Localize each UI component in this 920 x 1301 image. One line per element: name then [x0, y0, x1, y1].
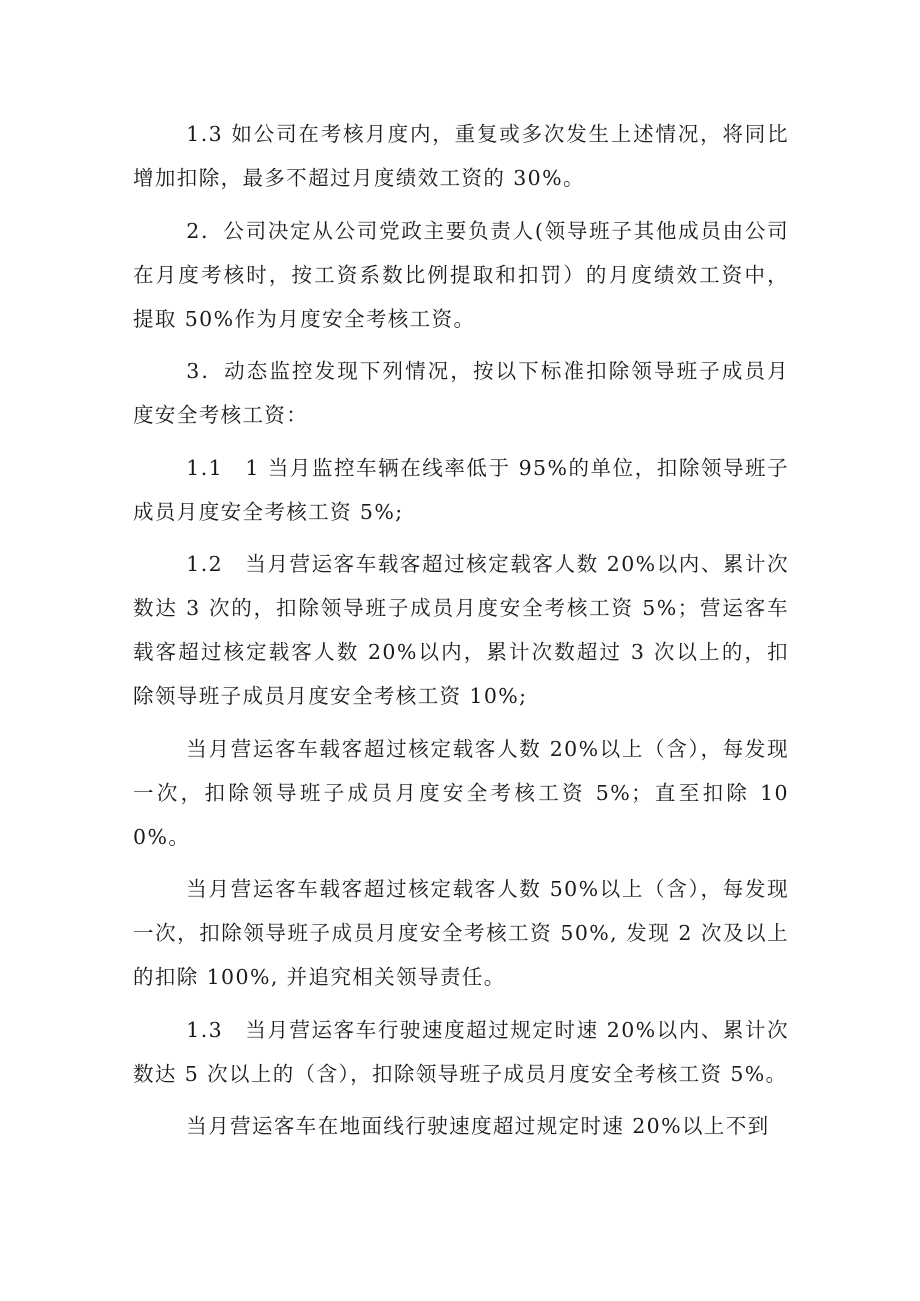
paragraph-2-safety-salary: 2．公司决定从公司党政主要负责人(领导班子其他成员由公司在月度考核时，按工资系数比例提取和扣罚）的月度绩效工资中，提取 50%作为月度安全考核工资。: [133, 218, 789, 331]
paragraph-1-3-repeat-deduction: 1.3 如公司在考核月度内，重复或多次发生上述情况，将同比增加扣除，最多不超过月度绩效工资的 30%。: [133, 122, 789, 190]
paragraph-overload-20-percent: 当月营运客车载客超过核定载客人数 20%以上（含），每发现一次，扣除领导班子成员月度安全考核工资 5%；直至扣除 100%。: [133, 736, 789, 849]
paragraph-3-monitoring-standards: 3．动态监控发现下列情况，按以下标准扣除领导班子成员月度安全考核工资：: [133, 359, 789, 427]
paragraph-1-1-online-rate: 1.1 1 当月监控车辆在线率低于 95%的单位，扣除领导班子成员月度安全考核工资 5%;: [133, 455, 789, 524]
paragraph-1-2-overload: 1.2 当月营运客车载客超过核定载客人数 20%以内、累计次数达 3 次的，扣除领导班子成员月度安全考核工资 5%；营运客车载客超过核定载客人数 20%以内，累计次数超过 3 次以上的，扣除领导班子成员月度安全考核工资 10%;: [133, 552, 789, 708]
paragraph-overload-50-percent: 当月营运客车载客超过核定载客人数 50%以上（含），每发现一次，扣除领导班子成员月度安全考核工资 50%, 发现 2 次及以上的扣除 100%, 并追究相关领导责任。: [133, 877, 789, 989]
paragraph-1-3-speeding: 1.3 当月营运客车行驶速度超过规定时速 20%以内、累计次数达 5 次以上的（含），扣除领导班子成员月度安全考核工资 5%。: [133, 1017, 789, 1086]
document-body: [133, 112, 789, 1157]
paragraph-ground-line-speeding: 当月营运客车在地面线行驶速度超过规定时速 20%以上不到: [186, 1114, 770, 1138]
